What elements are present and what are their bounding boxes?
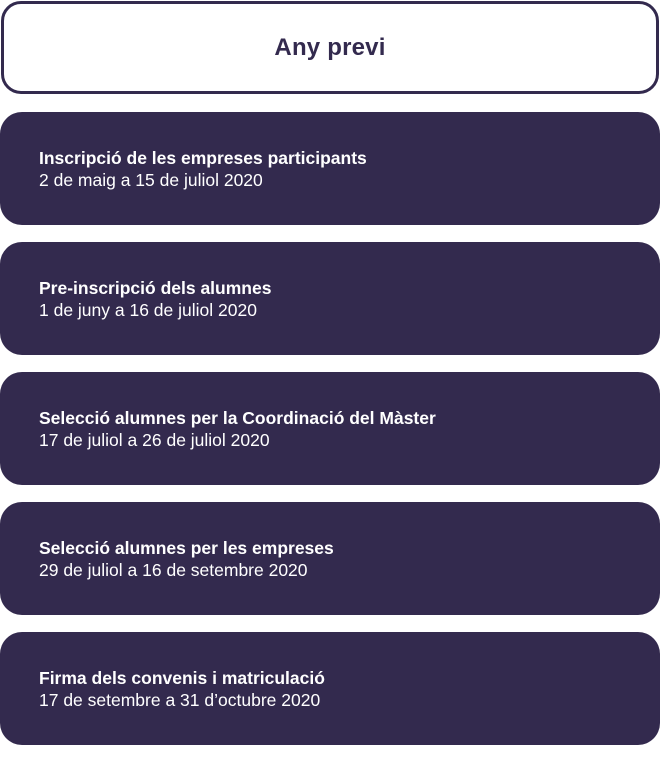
timeline-step: [0, 112, 660, 225]
step-title: Selecció alumnes per les empreses: [39, 537, 334, 558]
timeline-step: [0, 502, 660, 615]
step-dates: 2 de maig a 15 de juliol 2020: [39, 169, 263, 190]
step-dates: 17 de setembre a 31 d’octubre 2020: [39, 689, 321, 710]
timeline-list: [0, 112, 660, 762]
year-header-title: Any previ: [274, 33, 386, 61]
step-title: Pre-inscripció dels alumnes: [39, 277, 272, 298]
step-dates: 17 de juliol a 26 de juliol 2020: [39, 429, 270, 450]
timeline-step: [0, 372, 660, 485]
step-dates: 1 de juny a 16 de juliol 2020: [39, 299, 257, 320]
timeline-step: [0, 632, 660, 745]
year-header: [1, 1, 659, 94]
step-dates: 29 de juliol a 16 de setembre 2020: [39, 559, 308, 580]
step-title: Inscripció de les empreses participants: [39, 147, 367, 168]
step-title: Selecció alumnes per la Coordinació del Màster: [39, 407, 436, 428]
timeline-step: [0, 242, 660, 355]
step-title: Firma dels convenis i matriculació: [39, 667, 325, 688]
